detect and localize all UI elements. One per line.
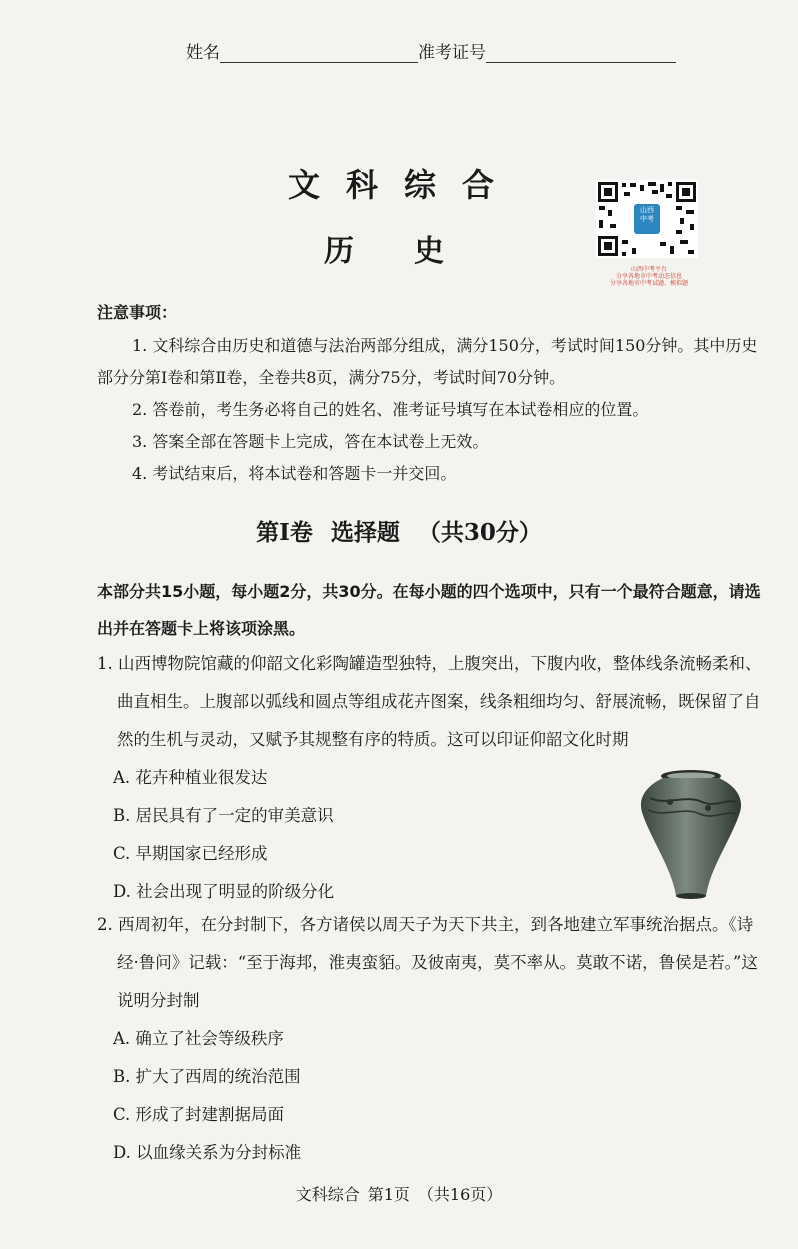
section-score: （共30分） bbox=[417, 519, 542, 546]
paper-subtitle: 历史 bbox=[324, 234, 504, 269]
footer-total: （共16页） bbox=[417, 1185, 503, 1204]
qr-caption-line: 分享各地市中考动态信息 bbox=[615, 273, 682, 280]
question-2 bbox=[97, 906, 769, 1172]
qr-caption-line: 分享各地市中考试题、模拟题 bbox=[609, 280, 688, 287]
notice-item: 2. 答卷前，考生务必将自己的姓名、准考证号填写在本试卷相应的位置。 bbox=[132, 400, 649, 419]
section-title bbox=[0, 514, 798, 547]
section-instructions: 本部分共15小题，每小题2分，共30分。在每小题的四个选项中，只有一个最符合题意，请选出并在答题卡上将该项涂黑。 bbox=[97, 582, 761, 638]
name-label: 姓名 bbox=[186, 43, 220, 63]
notice-item: 1. 文科综合由历史和道德与法治两部分组成，满分150分，考试时间150分钟。其中历史部分分第Ⅰ卷和第Ⅱ卷，全卷共8页，满分75分，考试时间70分钟。 bbox=[97, 336, 758, 387]
option-b: B. 扩大了西周的统治范围 bbox=[113, 1067, 301, 1086]
notice-title: 注意事项： bbox=[97, 303, 178, 322]
name-blank bbox=[220, 46, 418, 63]
qr-badge-line2: 中考 bbox=[640, 215, 654, 223]
notice-list bbox=[97, 330, 769, 490]
page-footer bbox=[0, 1182, 798, 1205]
option-c: C. 早期国家已经形成 bbox=[113, 844, 268, 863]
candidate-info-line bbox=[186, 38, 676, 63]
paper-title: 文科综合 bbox=[287, 166, 520, 204]
notice-item: 4. 考试结束后，将本试卷和答题卡一并交回。 bbox=[132, 464, 457, 483]
qr-badge bbox=[634, 206, 660, 224]
qr-badge-line1: 山西 bbox=[640, 206, 654, 214]
section-volume: 第Ⅰ卷 bbox=[256, 519, 313, 546]
option-d: D. 社会出现了明显的阶级分化 bbox=[113, 882, 335, 901]
exam-id-blank bbox=[486, 46, 676, 63]
footer-subject: 文科综合 bbox=[295, 1185, 360, 1204]
option-a: A. 确立了社会等级秩序 bbox=[113, 1029, 284, 1048]
option-d: D. 以血缘关系为分封标准 bbox=[113, 1143, 302, 1162]
painted-pottery-jar-image bbox=[636, 768, 746, 900]
section-name: 选择题 bbox=[330, 519, 400, 546]
question-stem: 2. 西周初年，在分封制下，各方诸侯以周天子为天下共主，到各地建立军事统治据点。《诗经·鲁问》记载：“至于海邦，淮夷蛮貊。及彼南夷，莫不率从。莫敢不诺，鲁侯是若。”这说明分封制 bbox=[97, 915, 758, 1010]
option-c: C. 形成了封建割据局面 bbox=[113, 1105, 285, 1124]
question-stem: 1. 山西博物院馆藏的仰韶文化彩陶罐造型独特，上腹突出，下腹内收，整体线条流畅柔和、曲直相生。上腹部以弧线和圆点等组成花卉图案，线条粗细均匀、舒展流畅，既保留了自然的生机与灵动，又赋予其规整有序的特质。这可以印证仰韶文化时期 bbox=[97, 654, 762, 749]
footer-page: 第1页 bbox=[367, 1185, 410, 1204]
qr-caption bbox=[594, 266, 704, 287]
option-a: A. 花卉种植业很发达 bbox=[113, 768, 268, 787]
option-b: B. 居民具有了一定的审美意识 bbox=[113, 806, 334, 825]
notice-item: 3. 答案全部在答题卡上完成，答在本试卷上无效。 bbox=[132, 432, 489, 451]
qr-caption-line: 山西中考平台 bbox=[630, 266, 667, 273]
exam-id-label: 准考证号 bbox=[418, 43, 486, 63]
